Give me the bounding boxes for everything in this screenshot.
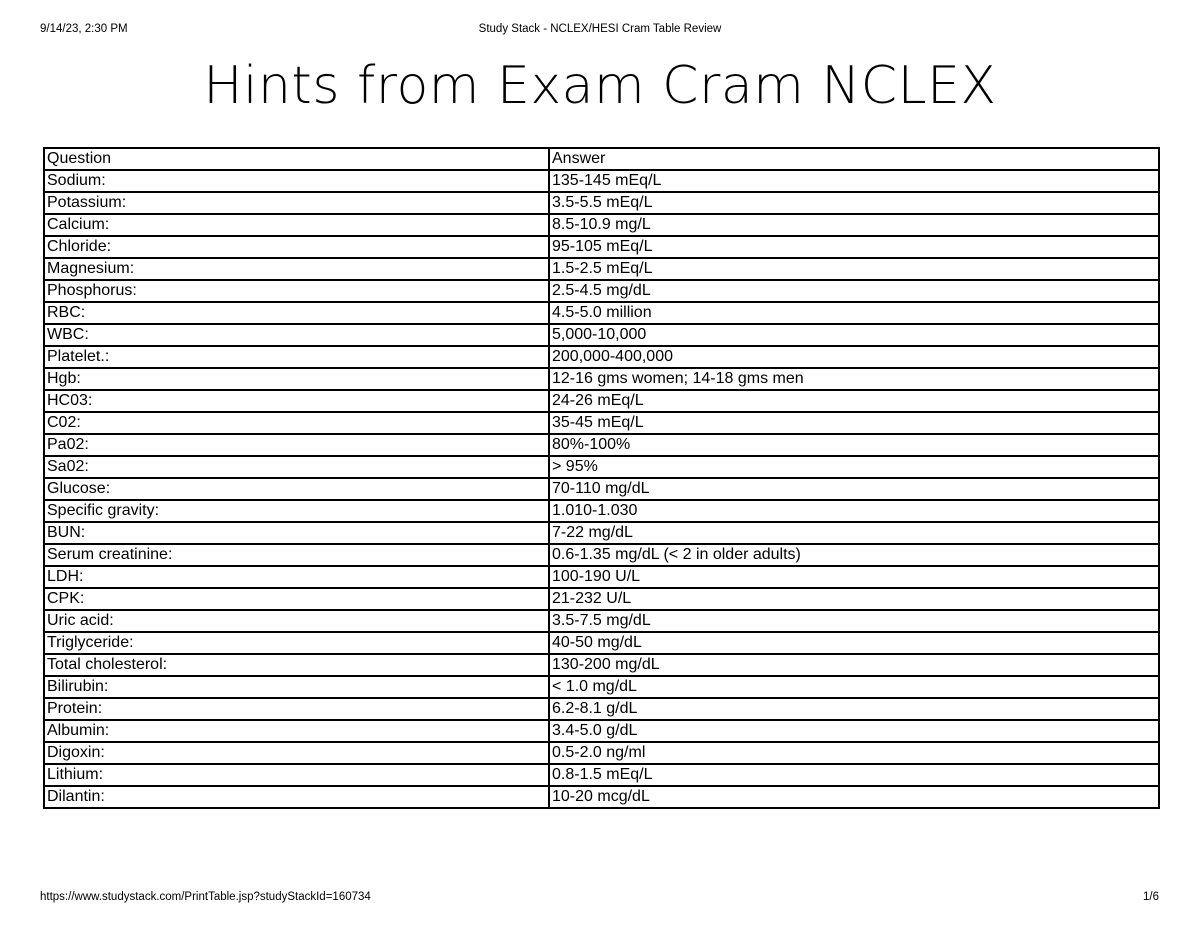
answer-cell: 21-232 U/L	[549, 588, 1159, 610]
table-row	[44, 522, 1159, 544]
table-row	[44, 456, 1159, 478]
answer-cell: 100-190 U/L	[549, 566, 1159, 588]
question-cell: Sa02:	[44, 456, 549, 478]
table-row	[44, 544, 1159, 566]
print-document-title: Study Stack - NCLEX/HESI Cram Table Review	[478, 23, 722, 35]
answer-cell: 200,000-400,000	[549, 346, 1159, 368]
table-row	[44, 412, 1159, 434]
table-row	[44, 478, 1159, 500]
cram-table-container	[43, 147, 1158, 809]
answer-cell: 35-45 mEq/L	[549, 412, 1159, 434]
table-row	[44, 566, 1159, 588]
answer-cell: 8.5-10.9 mg/L	[549, 214, 1159, 236]
answer-cell: 3.5-5.5 mEq/L	[549, 192, 1159, 214]
table-row	[44, 258, 1159, 280]
table-row	[44, 632, 1159, 654]
answer-cell: 95-105 mEq/L	[549, 236, 1159, 258]
answer-cell: 4.5-5.0 million	[549, 302, 1159, 324]
answer-cell: 0.6-1.35 mg/dL (< 2 in older adults)	[549, 544, 1159, 566]
table-row	[44, 500, 1159, 522]
question-cell: BUN:	[44, 522, 549, 544]
answer-cell: > 95%	[549, 456, 1159, 478]
question-cell: Albumin:	[44, 720, 549, 742]
question-cell: Glucose:	[44, 478, 549, 500]
table-row	[44, 676, 1159, 698]
table-row	[44, 170, 1159, 192]
answer-cell: 1.5-2.5 mEq/L	[549, 258, 1159, 280]
table-row	[44, 302, 1159, 324]
table-header-row	[44, 148, 1159, 170]
question-cell: WBC:	[44, 324, 549, 346]
table-row	[44, 368, 1159, 390]
question-cell: Pa02:	[44, 434, 549, 456]
question-cell: CPK:	[44, 588, 549, 610]
question-cell: LDH:	[44, 566, 549, 588]
question-cell: Lithium:	[44, 764, 549, 786]
table-row	[44, 236, 1159, 258]
answer-cell: 0.5-2.0 ng/ml	[549, 742, 1159, 764]
question-cell: Sodium:	[44, 170, 549, 192]
table-row	[44, 610, 1159, 632]
question-cell: Serum creatinine:	[44, 544, 549, 566]
question-cell: Triglyceride:	[44, 632, 549, 654]
answer-cell: 3.5-7.5 mg/dL	[549, 610, 1159, 632]
question-cell: Dilantin:	[44, 786, 549, 808]
table-row	[44, 654, 1159, 676]
question-cell: Specific gravity:	[44, 500, 549, 522]
answer-cell: 70-110 mg/dL	[549, 478, 1159, 500]
header-question: Question	[44, 148, 549, 170]
table-row	[44, 764, 1159, 786]
header-answer: Answer	[549, 148, 1159, 170]
table-row	[44, 720, 1159, 742]
table-row	[44, 280, 1159, 302]
question-cell: Bilirubin:	[44, 676, 549, 698]
answer-cell: 24-26 mEq/L	[549, 390, 1159, 412]
question-cell: Platelet.:	[44, 346, 549, 368]
table-row	[44, 786, 1159, 808]
answer-cell: 6.2-8.1 g/dL	[549, 698, 1159, 720]
page-title: Hints from Exam Cram NCLEX	[203, 56, 997, 116]
answer-cell: 0.8-1.5 mEq/L	[549, 764, 1159, 786]
question-cell: Digoxin:	[44, 742, 549, 764]
question-cell: RBC:	[44, 302, 549, 324]
print-datetime: 9/14/23, 2:30 PM	[40, 23, 128, 35]
answer-cell: 40-50 mg/dL	[549, 632, 1159, 654]
answer-cell: 2.5-4.5 mg/dL	[549, 280, 1159, 302]
print-url: https://www.studystack.com/PrintTable.jsp?studyStackId=160734	[40, 891, 371, 903]
answer-cell: 10-20 mcg/dL	[549, 786, 1159, 808]
question-cell: Total cholesterol:	[44, 654, 549, 676]
question-cell: Potassium:	[44, 192, 549, 214]
table-row	[44, 390, 1159, 412]
question-cell: Uric acid:	[44, 610, 549, 632]
answer-cell: 130-200 mg/dL	[549, 654, 1159, 676]
table-row	[44, 324, 1159, 346]
answer-cell: 1.010-1.030	[549, 500, 1159, 522]
table-row	[44, 346, 1159, 368]
question-cell: Chloride:	[44, 236, 549, 258]
answer-cell: 135-145 mEq/L	[549, 170, 1159, 192]
table-row	[44, 588, 1159, 610]
question-cell: Protein:	[44, 698, 549, 720]
table-row	[44, 214, 1159, 236]
question-cell: Calcium:	[44, 214, 549, 236]
table-row	[44, 742, 1159, 764]
answer-cell: 80%-100%	[549, 434, 1159, 456]
table-row	[44, 698, 1159, 720]
answer-cell: 5,000-10,000	[549, 324, 1159, 346]
question-cell: Hgb:	[44, 368, 549, 390]
question-cell: C02:	[44, 412, 549, 434]
question-cell: HC03:	[44, 390, 549, 412]
answer-cell: < 1.0 mg/dL	[549, 676, 1159, 698]
table-row	[44, 192, 1159, 214]
answer-cell: 12-16 gms women; 14-18 gms men	[549, 368, 1159, 390]
answer-cell: 7-22 mg/dL	[549, 522, 1159, 544]
answer-cell: 3.4-5.0 g/dL	[549, 720, 1159, 742]
table-body	[44, 170, 1159, 808]
table-row	[44, 434, 1159, 456]
page-number: 1/6	[1143, 891, 1159, 903]
question-cell: Magnesium:	[44, 258, 549, 280]
cram-table	[43, 147, 1160, 809]
question-cell: Phosphorus:	[44, 280, 549, 302]
